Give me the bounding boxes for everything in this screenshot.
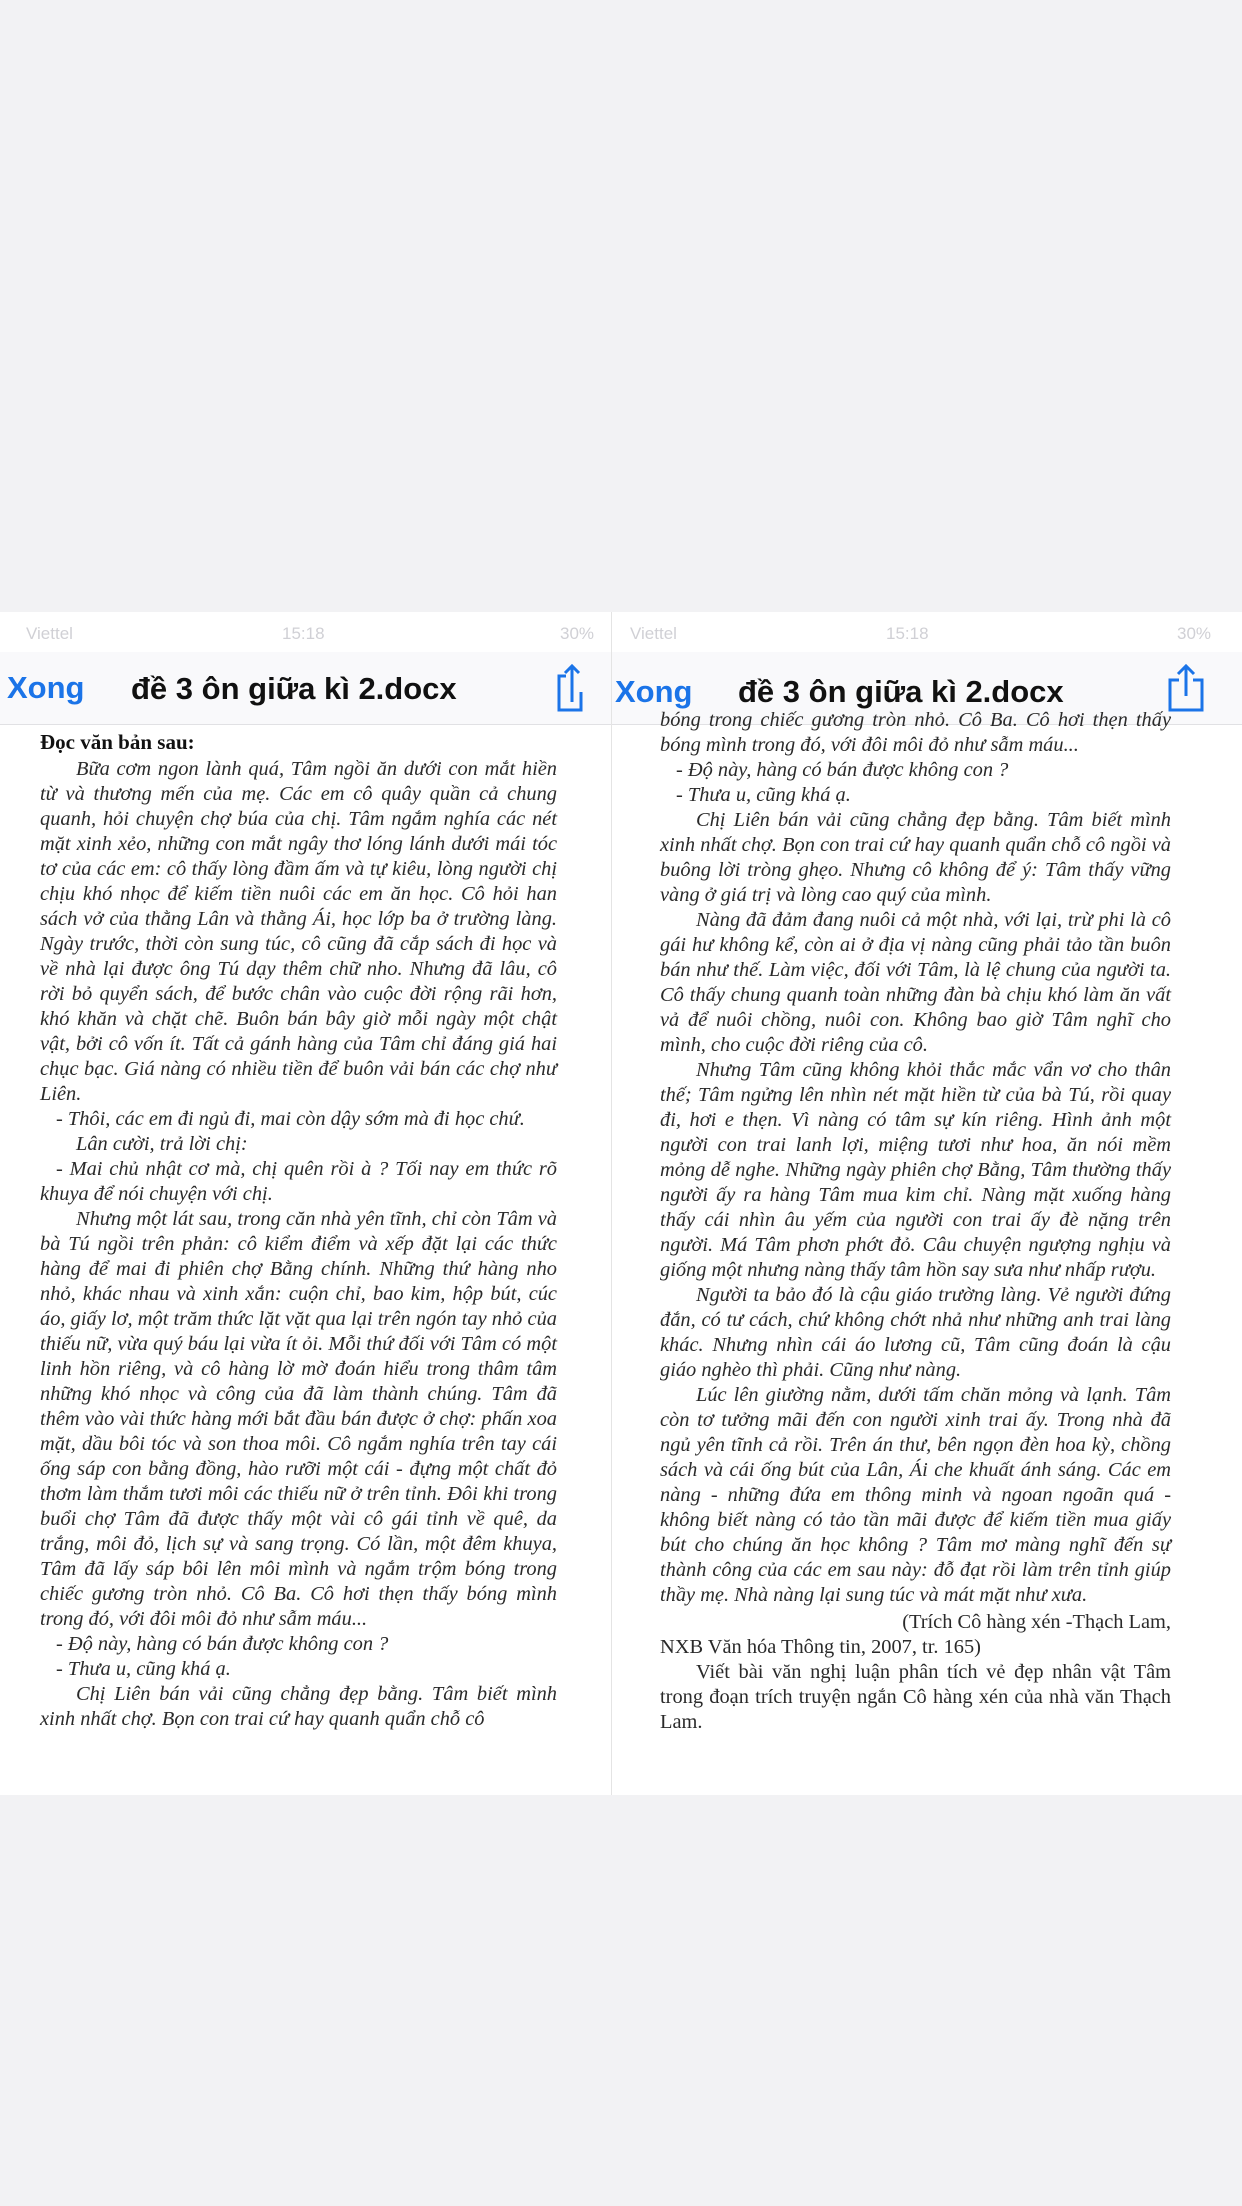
paragraph: Chị Liên bán vải cũng chẳng đẹp bằng. Tâm biết mình xinh nhất chợ. Bọn con trai cứ hay quanh quẩn chỗ cô ngồi và buông lời tròng ghẹo. Nhưng cô không để ý: Tâm thấy vững vàng ở giá trị và lòng cao quý của mình. xyxy=(660,809,1171,906)
carrier-label: Viettel xyxy=(26,624,73,643)
paragraph: - Thưa u, cũng khá ạ. xyxy=(56,1658,231,1680)
paragraph: Lúc lên giường nằm, dưới tấm chăn mỏng và lạnh. Tâm còn tơ tưởng mãi đến con người xinh trai ấy. Trong nhà đã ngủ yên tĩnh cả rồi. Trên án thư, bên ngọn đèn hoa kỳ, chồng sách và cái ống bút của Lân, Ái che khuất ánh sáng. Các em nàng - những đứa em thông minh và ngoan ngoãn quá - không biết nàng có tảo tần mãi được để kiếm tiền mua giấy bút cho chúng ăn học không ? Tâm mơ màng nghĩ đến sự thành công của các em sau này: đỗ đạt rồi làm trên tỉnh giúp thầy mẹ. Nhà nàng lại sung túc và mát mặt như xưa. xyxy=(660,1384,1171,1606)
source-citation: (Trích Cô hàng xén -Thạch Lam, xyxy=(902,1611,1171,1633)
nav-bar xyxy=(0,652,611,725)
publisher-line: NXB Văn hóa Thông tin, 2007, tr. 165) xyxy=(660,1636,981,1658)
document-title: đề 3 ôn giữa kì 2.docx xyxy=(131,671,457,706)
paragraph: Lân cười, trả lời chị: xyxy=(76,1133,248,1155)
share-icon[interactable] xyxy=(1166,662,1206,714)
done-button[interactable]: Xong xyxy=(615,674,693,709)
paragraph: - Độ này, hàng có bán được không con ? xyxy=(56,1633,389,1655)
left-document-viewer xyxy=(0,612,611,1795)
paragraph: Nhưng Tâm cũng không khỏi thắc mắc vẩn vơ cho thân thế; Tâm ngửng lên nhìn nét mặt hiền từ của bà Tú, rồi quay đi, hơi e thẹn. Vì nàng có tâm sự kín riêng. Hình ảnh một người con trai lanh lợi, miệng tươi như hoa, ăn nói mềm mỏng dễ nghe. Những ngày phiên chợ Bằng, Tâm thường thấy người ấy ra hàng Tâm mua kim chỉ. Nàng mặt xuống hàng thấy cái nhìn âu yếm của người con trai ấy đè nặng trên người. Má Tâm phơn phớt đỏ. Câu chuyện ngượng nghịu và giống một nhưng nàng thấy tâm hồn say sưa như nhấp rượu. xyxy=(660,1059,1171,1281)
paragraph: Nàng đã đảm đang nuôi cả một nhà, với lại, trừ phi là cô gái hư không kể, còn ai ở địa vị nàng cũng phải tảo tần buôn bán như thế. Làm việc, đối với Tâm, là lệ chung của người ta. Cô thấy chung quanh toàn những đàn bà chịu khó làm ăn vất vả để nuôi chồng, nuôi con. Không bao giờ Tâm nghĩ cho mình, cho cuộc đời riêng của cô. xyxy=(660,909,1171,1056)
paragraph: bóng trong chiếc gương tròn nhỏ. Cô Ba. Cô hơi thẹn thấy bóng mình trong đó, với đôi môi đỏ như sẫm máu... xyxy=(660,709,1171,756)
status-bar xyxy=(0,612,611,652)
battery-label: 30% xyxy=(1177,624,1212,643)
section-heading: Đọc văn bản sau: xyxy=(40,730,195,754)
paragraph: Người ta bảo đó là cậu giáo trường làng. Vẻ người đứng đắn, có tư cách, chứ không chớt nhả như những anh trai làng khác. Nhưng nhìn cái áo lương cũ, Tâm cũng đoán là cậu giáo nghèo thì phải. Cũng như nàng. xyxy=(660,1284,1171,1381)
carrier-label: Viettel xyxy=(630,624,677,643)
right-document-viewer xyxy=(611,612,1242,1795)
paragraph: - Mai chủ nhật cơ mà, chị quên rồi à ? Tối nay em thức rõ khuya để nói chuyện với chị. xyxy=(40,1158,557,1205)
status-time: 15:18 xyxy=(886,624,929,643)
paragraph: Nhưng một lát sau, trong căn nhà yên tĩnh, chỉ còn Tâm và bà Tú ngồi trên phản: cô kiểm điểm và xếp đặt lại các thức hàng để mai đi phiên chợ Bằng chính. Những thứ hàng nho nhỏ, khác nhau và xinh xắn: cuộn chỉ, bao kim, hộp bút, cúc áo, giấy lơ, một trăm thức lặt vặt qua lại trên ngón tay nhỏ của thiếu nữ, vừa quý báu lại vừa ít ỏi. Mỗi thứ đối với Tâm có một linh hồn riêng, và cô hàng lờ mờ đoán hiểu trong thâm tâm những khó nhọc và công của đã làm thành chúng. Tâm đã thêm vào vài thức hàng mới bắt đầu bán được ở chợ: phấn xoa mặt, dầu bôi tóc và son thoa môi. Cô ngắm nghía trên tay cái ống sáp con bằng đồng, hào rưỡi một cái - đựng một chất đỏ thơm làm thắm tươi môi các thiếu nữ ở trên tỉnh. Đôi khi trong buổi chợ Tâm đã được thấy một vài cô gái tỉnh về quê, da trắng, môi đỏ, lịch sự và sang trọng. Có lần, một đêm khuya, Tâm đã lấy sáp bôi lên môi mình và ngắm trộm bóng trong chiếc gương tròn nhỏ. Cô Ba. Cô hơi thẹn thấy bóng mình trong đó, với đôi môi đỏ như sẫm máu... xyxy=(40,1208,557,1630)
paragraph: - Thôi, các em đi ngủ đi, mai còn dậy sớm mà đi học chứ. xyxy=(56,1108,525,1130)
status-bar xyxy=(612,612,1242,652)
battery-label: 30% xyxy=(560,624,595,643)
paragraph: Bữa cơm ngon lành quá, Tâm ngồi ăn dưới con mắt hiền từ và thương mến của mẹ. Các em cô quây quần cả chung quanh, hỏi chuyện chợ búa của chị. Tâm ngắm nghía các nét mặt xinh xẻo, những con mắt ngây thơ lóng lánh dưới mái tóc tơ của các em: cô thấy lòng đầm ấm và tự kiêu, lòng người chị chịu khó nhọc để kiếm tiền nuôi các em ăn học. Cô hỏi han sách vở của thằng Lân và thằng Ái, học lớp ba ở trường làng. Ngày trước, thời còn sung túc, cô cũng đã cắp sách đi học và về nhà lại được ông Tú dạy thêm chữ nho. Nhưng đã lâu, cô rời bỏ quyển sách, để bước chân vào cuộc đời rộng rãi hơn, khó khăn và chặt chẽ. Buôn bán bây giờ mỗi ngày một chật vật, bởi cô vốn ít. Tất cả gánh hàng của Tâm chỉ đáng giá hai chục bạc. Giá nàng có nhiều tiền để buôn vải bán các chợ như Liên. xyxy=(40,758,557,1105)
essay-question: Viết bài văn nghị luận phân tích vẻ đẹp nhân vật Tâm trong đoạn trích truyện ngắn Cô hàng xén của nhà văn Thạch Lam. xyxy=(660,1661,1171,1733)
share-icon[interactable] xyxy=(555,662,585,714)
document-page xyxy=(0,724,611,1795)
document-title: đề 3 ôn giữa kì 2.docx xyxy=(738,674,1064,709)
done-button[interactable]: Xong xyxy=(7,670,85,705)
paragraph: - Độ này, hàng có bán được không con ? xyxy=(676,759,1009,781)
status-time: 15:18 xyxy=(282,624,325,643)
paragraph: Chị Liên bán vải cũng chẳng đẹp bằng. Tâm biết mình xinh nhất chợ. Bọn con trai cứ hay quanh quẩn chỗ cô xyxy=(40,1683,557,1730)
paragraph: - Thưa u, cũng khá ạ. xyxy=(676,784,851,806)
document-page xyxy=(612,709,1242,1795)
